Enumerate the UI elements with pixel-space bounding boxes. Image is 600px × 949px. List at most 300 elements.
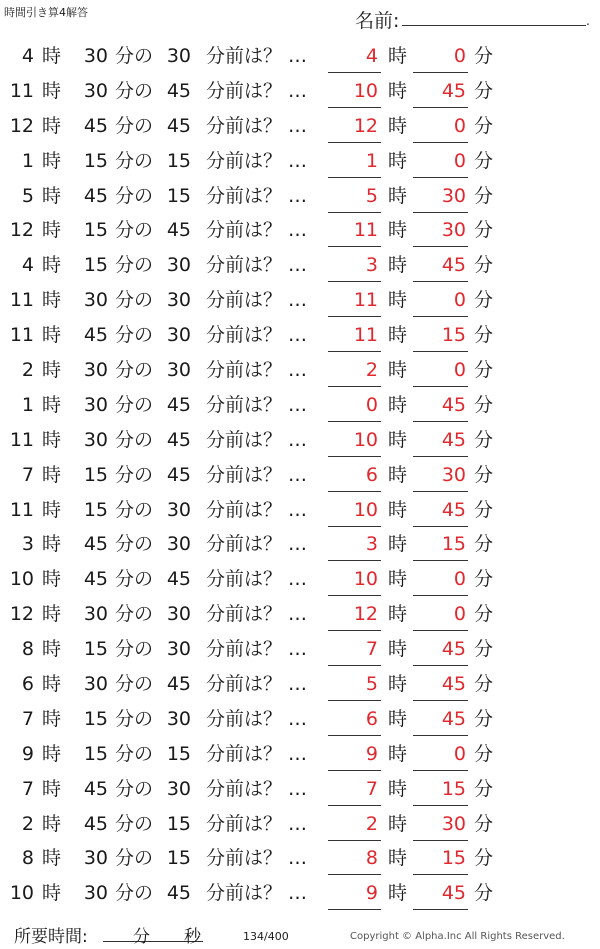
problem-row	[0, 459, 600, 494]
minute-of-label: 分の	[115, 184, 154, 207]
minute-of-label: 分の	[115, 707, 154, 730]
minute-of-label: 分の	[115, 393, 154, 416]
answer-hour-label: 時	[388, 812, 408, 835]
answer-hour: 5	[365, 673, 378, 696]
subtract-minutes: 15	[166, 149, 191, 172]
problem-row	[0, 214, 600, 249]
hour-label: 時	[42, 289, 62, 312]
answer-minute-label: 分	[474, 533, 494, 556]
hour-label: 時	[42, 79, 62, 102]
subtract-minutes: 45	[166, 79, 191, 102]
answer-minute: 45	[441, 882, 466, 905]
start-hour: 11	[9, 498, 34, 521]
answer-minute: 45	[441, 254, 466, 277]
start-hour: 1	[21, 149, 34, 172]
problem-row	[0, 877, 600, 912]
subtract-minutes: 15	[166, 742, 191, 765]
answer-minute-label: 分	[474, 638, 494, 661]
minute-of-label: 分の	[115, 638, 154, 661]
answer-minute: 0	[453, 289, 466, 312]
answer-minute: 15	[441, 847, 466, 870]
answer-hour-line	[328, 386, 381, 387]
answer-minute-line	[413, 770, 468, 771]
answer-minute-label: 分	[474, 882, 494, 905]
problem-row	[0, 319, 600, 354]
answer-minute-line	[413, 316, 468, 317]
page-number: 134/400	[243, 930, 289, 943]
problem-row	[0, 40, 600, 75]
answer-hour-line	[328, 770, 381, 771]
minute-of-label: 分の	[115, 882, 154, 905]
problem-row	[0, 180, 600, 215]
elapsed-seconds-label: 秒	[184, 927, 201, 947]
subtract-minutes: 30	[166, 324, 191, 347]
answer-minute-line	[413, 386, 468, 387]
hour-label: 時	[42, 428, 62, 451]
answer-minute-label: 分	[474, 45, 494, 67]
answer-hour: 12	[353, 114, 378, 137]
answer-minute-label: 分	[474, 742, 494, 765]
start-minute: 15	[83, 707, 108, 730]
before-question-label: 分前は？ …	[206, 79, 308, 102]
start-hour: 12	[9, 114, 34, 137]
answer-hour-line	[328, 107, 381, 108]
before-question-label: 分前は？ …	[206, 568, 308, 591]
start-minute: 45	[83, 777, 108, 800]
answer-hour: 3	[365, 254, 378, 277]
answer-minute: 30	[441, 219, 466, 242]
answer-hour-line	[328, 526, 381, 527]
answer-minute: 15	[441, 324, 466, 347]
answer-minute-line	[413, 72, 468, 73]
answer-minute-label: 分	[474, 359, 494, 382]
elapsed-time-label: 所要時間:	[14, 927, 88, 947]
answer-minute-line	[413, 246, 468, 247]
hour-label: 時	[42, 882, 62, 905]
answer-minute: 0	[453, 603, 466, 626]
before-question-label: 分前は？ …	[206, 428, 308, 451]
answer-hour-line	[328, 351, 381, 352]
before-question-label: 分前は？ …	[206, 882, 308, 905]
before-question-label: 分前は？ …	[206, 707, 308, 730]
problem-row	[0, 284, 600, 319]
before-question-label: 分前は？ …	[206, 393, 308, 416]
answer-minute: 15	[441, 777, 466, 800]
answer-minute-line	[413, 735, 468, 736]
subtract-minutes: 45	[166, 428, 191, 451]
answer-hour-label: 時	[388, 184, 408, 207]
answer-minute-label: 分	[474, 568, 494, 591]
answer-hour-line	[328, 560, 381, 561]
hour-label: 時	[42, 463, 62, 486]
hour-label: 時	[42, 359, 62, 382]
minute-of-label: 分の	[115, 149, 154, 172]
start-hour: 2	[21, 359, 34, 382]
answer-minute-line	[413, 177, 468, 178]
before-question-label: 分前は？ …	[206, 324, 308, 347]
hour-label: 時	[42, 568, 62, 591]
answer-hour-label: 時	[388, 114, 408, 137]
hour-label: 時	[42, 603, 62, 626]
answer-hour-label: 時	[388, 149, 408, 172]
before-question-label: 分前は？ …	[206, 742, 308, 765]
before-question-label: 分前は？ …	[206, 114, 308, 137]
answer-minute-line	[413, 456, 468, 457]
subtract-minutes: 45	[166, 114, 191, 137]
answer-minute: 45	[441, 79, 466, 102]
start-hour: 2	[21, 812, 34, 835]
before-question-label: 分前は？ …	[206, 45, 308, 67]
subtract-minutes: 30	[166, 254, 191, 277]
hour-label: 時	[42, 777, 62, 800]
copyright: Copyright © Alpha.Inc All Rights Reserved.	[350, 931, 565, 942]
answer-minute-line	[413, 630, 468, 631]
start-hour: 4	[21, 254, 34, 277]
minute-of-label: 分の	[115, 79, 154, 102]
start-minute: 30	[83, 79, 108, 102]
answer-minute-label: 分	[474, 79, 494, 102]
answer-hour: 9	[365, 742, 378, 765]
before-question-label: 分前は？ …	[206, 638, 308, 661]
answer-minute-label: 分	[474, 463, 494, 486]
answer-hour: 11	[353, 289, 378, 312]
minute-of-label: 分の	[115, 603, 154, 626]
answer-minute-label: 分	[474, 219, 494, 242]
subtract-minutes: 30	[166, 533, 191, 556]
answer-hour-line	[328, 735, 381, 736]
problem-row	[0, 424, 600, 459]
answer-hour: 7	[365, 638, 378, 661]
answer-hour: 11	[353, 219, 378, 242]
subtract-minutes: 15	[166, 812, 191, 835]
answer-hour-line	[328, 421, 381, 422]
minute-of-label: 分の	[115, 498, 154, 521]
answer-hour-line	[328, 212, 381, 213]
answer-minute-label: 分	[474, 289, 494, 312]
before-question-label: 分前は？ …	[206, 847, 308, 870]
start-hour: 12	[9, 219, 34, 242]
answer-minute-label: 分	[474, 707, 494, 730]
hour-label: 時	[42, 847, 62, 870]
answer-hour-label: 時	[388, 79, 408, 102]
problem-row	[0, 773, 600, 808]
minute-of-label: 分の	[115, 45, 154, 67]
problem-row	[0, 633, 600, 668]
answer-hour-line	[328, 840, 381, 841]
hour-label: 時	[42, 498, 62, 521]
minute-of-label: 分の	[115, 219, 154, 242]
subtract-minutes: 45	[166, 568, 191, 591]
answer-hour-label: 時	[388, 498, 408, 521]
problem-row	[0, 668, 600, 703]
answer-minute-label: 分	[474, 254, 494, 277]
answer-hour-line	[328, 316, 381, 317]
answer-minute: 0	[453, 149, 466, 172]
answer-minute: 45	[441, 498, 466, 521]
answer-minute-line	[413, 560, 468, 561]
problem-row	[0, 75, 600, 110]
start-minute: 45	[83, 184, 108, 207]
problem-row	[0, 528, 600, 563]
start-minute: 30	[83, 603, 108, 626]
elapsed-minutes-label: 分	[133, 927, 150, 947]
answer-minute-line	[413, 595, 468, 596]
minute-of-label: 分の	[115, 463, 154, 486]
start-minute: 15	[83, 254, 108, 277]
hour-label: 時	[42, 114, 62, 137]
hour-label: 時	[42, 184, 62, 207]
start-hour: 6	[21, 673, 34, 696]
answer-hour-line	[328, 281, 381, 282]
answer-minute-label: 分	[474, 498, 494, 521]
problem-row	[0, 808, 600, 843]
subtract-minutes: 45	[166, 393, 191, 416]
hour-label: 時	[42, 254, 62, 277]
start-minute: 45	[83, 812, 108, 835]
answer-minute-line	[413, 491, 468, 492]
start-hour: 11	[9, 289, 34, 312]
answer-minute-line	[413, 874, 468, 875]
answer-hour: 10	[353, 498, 378, 521]
name-dot: .	[586, 14, 590, 28]
answer-hour: 10	[353, 568, 378, 591]
start-hour: 10	[9, 882, 34, 905]
answer-minute-label: 分	[474, 673, 494, 696]
before-question-label: 分前は？ …	[206, 777, 308, 800]
hour-label: 時	[42, 812, 62, 835]
minute-of-label: 分の	[115, 289, 154, 312]
answer-hour-line	[328, 142, 381, 143]
start-hour: 8	[21, 847, 34, 870]
hour-label: 時	[42, 149, 62, 172]
start-hour: 7	[21, 777, 34, 800]
answer-minute-line	[413, 142, 468, 143]
answer-hour-label: 時	[388, 324, 408, 347]
answer-minute: 30	[441, 463, 466, 486]
answer-minute: 45	[441, 428, 466, 451]
answer-hour: 8	[365, 847, 378, 870]
minute-of-label: 分の	[115, 428, 154, 451]
start-minute: 30	[83, 673, 108, 696]
answer-hour: 3	[365, 533, 378, 556]
before-question-label: 分前は？ …	[206, 463, 308, 486]
answer-hour-line	[328, 630, 381, 631]
answer-hour-label: 時	[388, 359, 408, 382]
answer-hour-label: 時	[388, 568, 408, 591]
subtract-minutes: 45	[166, 882, 191, 905]
answer-hour: 12	[353, 603, 378, 626]
subtract-minutes: 30	[166, 638, 191, 661]
answer-minute: 0	[453, 114, 466, 137]
answer-minute-label: 分	[474, 324, 494, 347]
answer-hour-label: 時	[388, 638, 408, 661]
problem-row	[0, 842, 600, 877]
subtract-minutes: 45	[166, 673, 191, 696]
start-hour: 7	[21, 463, 34, 486]
problem-row	[0, 249, 600, 284]
answer-minute-line	[413, 526, 468, 527]
answer-minute: 15	[441, 533, 466, 556]
before-question-label: 分前は？ …	[206, 498, 308, 521]
answer-hour: 5	[365, 184, 378, 207]
start-minute: 30	[83, 289, 108, 312]
minute-of-label: 分の	[115, 568, 154, 591]
before-question-label: 分前は？ …	[206, 812, 308, 835]
answer-minute-line	[413, 665, 468, 666]
subtract-minutes: 30	[166, 603, 191, 626]
before-question-label: 分前は？ …	[206, 533, 308, 556]
minute-of-label: 分の	[115, 847, 154, 870]
start-hour: 4	[21, 45, 34, 67]
problem-row	[0, 354, 600, 389]
answer-minute-label: 分	[474, 393, 494, 416]
subtract-minutes: 30	[166, 359, 191, 382]
answer-hour-line	[328, 72, 381, 73]
before-question-label: 分前は？ …	[206, 359, 308, 382]
answer-hour-line	[328, 246, 381, 247]
problem-row	[0, 110, 600, 145]
start-hour: 11	[9, 324, 34, 347]
before-question-label: 分前は？ …	[206, 149, 308, 172]
answer-minute: 30	[441, 184, 466, 207]
answer-hour-label: 時	[388, 463, 408, 486]
before-question-label: 分前は？ …	[206, 219, 308, 242]
name-label: 名前:	[355, 10, 400, 32]
start-hour: 7	[21, 707, 34, 730]
problem-list	[0, 40, 600, 912]
start-minute: 45	[83, 533, 108, 556]
answer-minute-label: 分	[474, 847, 494, 870]
minute-of-label: 分の	[115, 812, 154, 835]
start-minute: 30	[83, 847, 108, 870]
name-field-line	[402, 25, 586, 26]
answer-hour-line	[328, 456, 381, 457]
answer-hour-line	[328, 700, 381, 701]
answer-minute-line	[413, 700, 468, 701]
answer-minute-label: 分	[474, 812, 494, 835]
answer-hour-label: 時	[388, 673, 408, 696]
answer-hour-line	[328, 177, 381, 178]
hour-label: 時	[42, 742, 62, 765]
start-minute: 30	[83, 45, 108, 67]
before-question-label: 分前は？ …	[206, 603, 308, 626]
start-minute: 45	[83, 568, 108, 591]
minute-of-label: 分の	[115, 533, 154, 556]
problem-row	[0, 598, 600, 633]
subtract-minutes: 45	[166, 463, 191, 486]
answer-hour: 2	[365, 359, 378, 382]
answer-minute: 45	[441, 673, 466, 696]
subtract-minutes: 30	[166, 707, 191, 730]
hour-label: 時	[42, 638, 62, 661]
hour-label: 時	[42, 673, 62, 696]
answer-hour-label: 時	[388, 219, 408, 242]
hour-label: 時	[42, 707, 62, 730]
problem-row	[0, 389, 600, 424]
answer-hour-label: 時	[388, 289, 408, 312]
answer-minute-line	[413, 351, 468, 352]
problem-row	[0, 145, 600, 180]
answer-hour-label: 時	[388, 533, 408, 556]
answer-hour: 7	[365, 777, 378, 800]
answer-minute-line	[413, 281, 468, 282]
answer-minute-label: 分	[474, 149, 494, 172]
start-minute: 15	[83, 149, 108, 172]
start-hour: 10	[9, 568, 34, 591]
answer-minute: 0	[453, 359, 466, 382]
subtract-minutes: 30	[166, 498, 191, 521]
answer-minute-line	[413, 421, 468, 422]
minute-of-label: 分の	[115, 254, 154, 277]
problem-row	[0, 738, 600, 773]
answer-minute-label: 分	[474, 777, 494, 800]
answer-minute: 45	[441, 638, 466, 661]
subtract-minutes: 30	[166, 777, 191, 800]
answer-minute: 0	[453, 568, 466, 591]
answer-hour: 2	[365, 812, 378, 835]
answer-minute: 45	[441, 393, 466, 416]
minute-of-label: 分の	[115, 359, 154, 382]
answer-hour: 11	[353, 324, 378, 347]
start-minute: 15	[83, 498, 108, 521]
hour-label: 時	[42, 324, 62, 347]
answer-hour-line	[328, 909, 381, 910]
hour-label: 時	[42, 393, 62, 416]
problem-row	[0, 703, 600, 738]
answer-hour: 10	[353, 428, 378, 451]
subtract-minutes: 15	[166, 184, 191, 207]
answer-hour: 4	[365, 45, 378, 67]
start-minute: 15	[83, 219, 108, 242]
hour-label: 時	[42, 533, 62, 556]
answer-hour-line	[328, 805, 381, 806]
start-hour: 1	[21, 393, 34, 416]
hour-label: 時	[42, 219, 62, 242]
before-question-label: 分前は？ …	[206, 289, 308, 312]
answer-hour: 0	[365, 393, 378, 416]
answer-minute-label: 分	[474, 603, 494, 626]
answer-minute-label: 分	[474, 428, 494, 451]
hour-label: 時	[42, 45, 62, 67]
problem-row	[0, 494, 600, 529]
problem-row	[0, 563, 600, 598]
start-minute: 30	[83, 428, 108, 451]
answer-hour-label: 時	[388, 254, 408, 277]
answer-hour-line	[328, 665, 381, 666]
answer-minute-label: 分	[474, 184, 494, 207]
answer-minute: 30	[441, 812, 466, 835]
answer-hour-line	[328, 491, 381, 492]
answer-minute: 45	[441, 707, 466, 730]
answer-hour-label: 時	[388, 882, 408, 905]
start-minute: 45	[83, 114, 108, 137]
answer-hour: 10	[353, 79, 378, 102]
start-hour: 8	[21, 638, 34, 661]
subtract-minutes: 30	[166, 45, 191, 67]
answer-hour-label: 時	[388, 847, 408, 870]
answer-minute-line	[413, 840, 468, 841]
minute-of-label: 分の	[115, 742, 154, 765]
answer-hour-label: 時	[388, 707, 408, 730]
start-hour: 3	[21, 533, 34, 556]
answer-minute-line	[413, 909, 468, 910]
answer-hour-label: 時	[388, 603, 408, 626]
start-minute: 45	[83, 324, 108, 347]
minute-of-label: 分の	[115, 673, 154, 696]
answer-hour-label: 時	[388, 777, 408, 800]
start-minute: 15	[83, 638, 108, 661]
answer-hour: 6	[365, 463, 378, 486]
